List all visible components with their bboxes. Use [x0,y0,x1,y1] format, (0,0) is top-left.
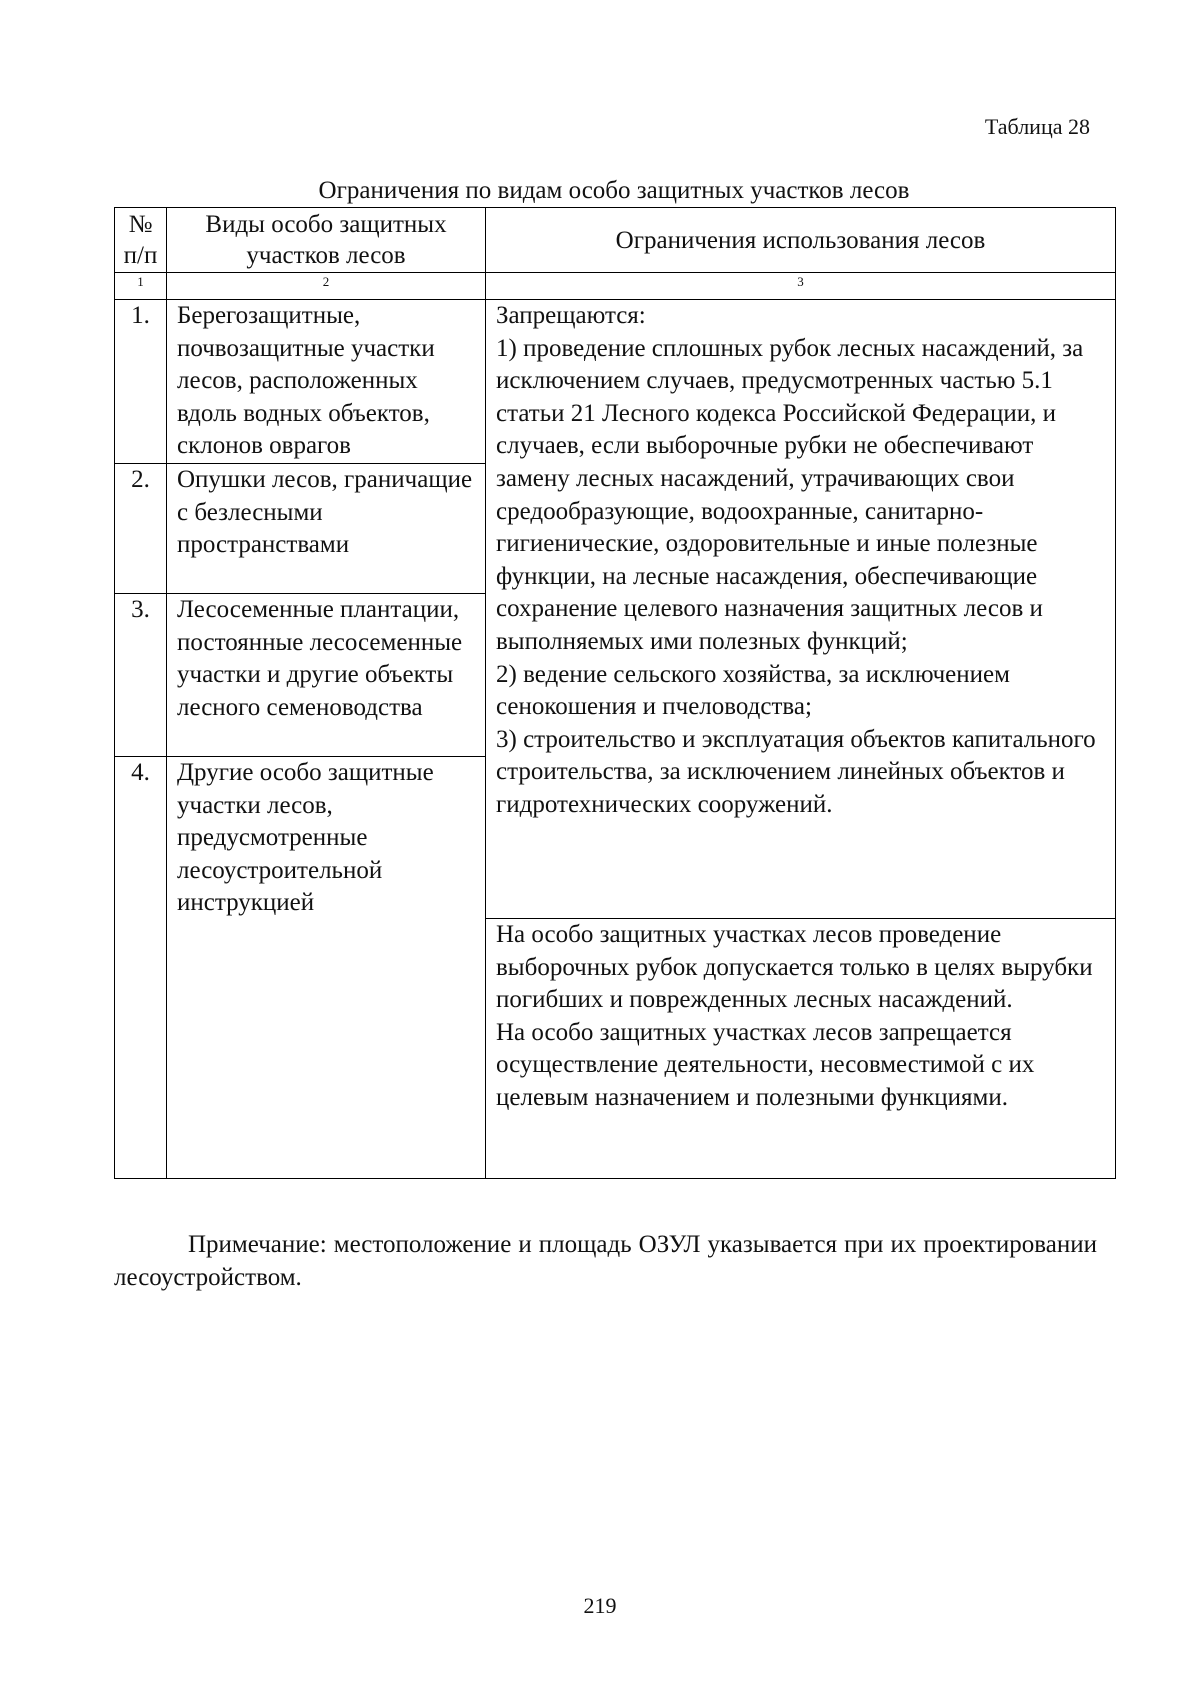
table-header-row [115,208,1116,273]
row-type: Другие особо защитные участки лесов, предусмотренные лесоустроительной инструкцией [167,756,486,1178]
header-type: Виды особо защитных участков лесов [167,208,486,273]
column-index: 1 [115,273,167,300]
common-restrictions-text: Запрещаются: 1) проведение сплошных рубок лесных насаждений, за исключением случаев, предусмотренных частью 5.1 статьи 21 Лесного кодекса Российской Федерации, и случаев, если выборочные рубки не обеспечивают замену лесных насаждений, утрачивающих свои средообразующие, водоохранные, санитарно-гигиенические, оздоровительные и иные полезные функции, на лесные насаждения, обеспечивающие сохранение целевого назначения защитных лесов и выполняемых ими полезных функций; 2) ведение сельского хозяйства, за исключением сенокошения и пчеловодства; 3) строительство и эксплуатация объектов капитального строительства, за исключением линейных объектов и гидротехнических сооружений. [496,302,1096,818]
row-type: Берегозащитные, почвозащитные участки лесов, расположенных вдоль водных объектов, склонов оврагов [167,300,486,464]
header-restrictions: Ограничения использования лесов [486,208,1116,273]
common-restrictions [486,300,1116,919]
column-index: 2 [167,273,486,300]
row-type: Опушки лесов, граничащие с безлесными пространствами [167,463,486,593]
header-number [115,208,167,273]
column-index: 3 [486,273,1116,300]
restrictions-table [114,207,1116,1179]
row-number: 4. [115,756,167,1178]
table-title: Ограничения по видам особо защитных участков лесов [318,177,910,204]
other-restrictions [486,918,1116,1178]
row-type: Лесосеменные плантации, постоянные лесосеменные участки и другие объекты лесного семеноводства [167,593,486,756]
row-number: 3. [115,593,167,756]
page-number: 219 [583,1593,617,1618]
note: Примечание: местоположение и площадь ОЗУЛ указывается при их проектировании лесоустройством. [114,1231,1097,1291]
other-restrictions-text: На особо защитных участках лесов проведение выборочных рубок допускается только в целях вырубки погибших и поврежденных лесных насаждений. На особо защитных участках лесов запрещается осуществление деятельности, несовместимой с их целевым назначением и полезными функциями. [496,920,1093,1111]
column-index-row [115,273,1116,300]
row-number: 1. [115,300,167,464]
row-number: 2. [115,463,167,593]
table-row [115,300,1116,464]
table-number: Таблица 28 [984,114,1090,139]
header-number-label: № п/п [123,211,158,269]
